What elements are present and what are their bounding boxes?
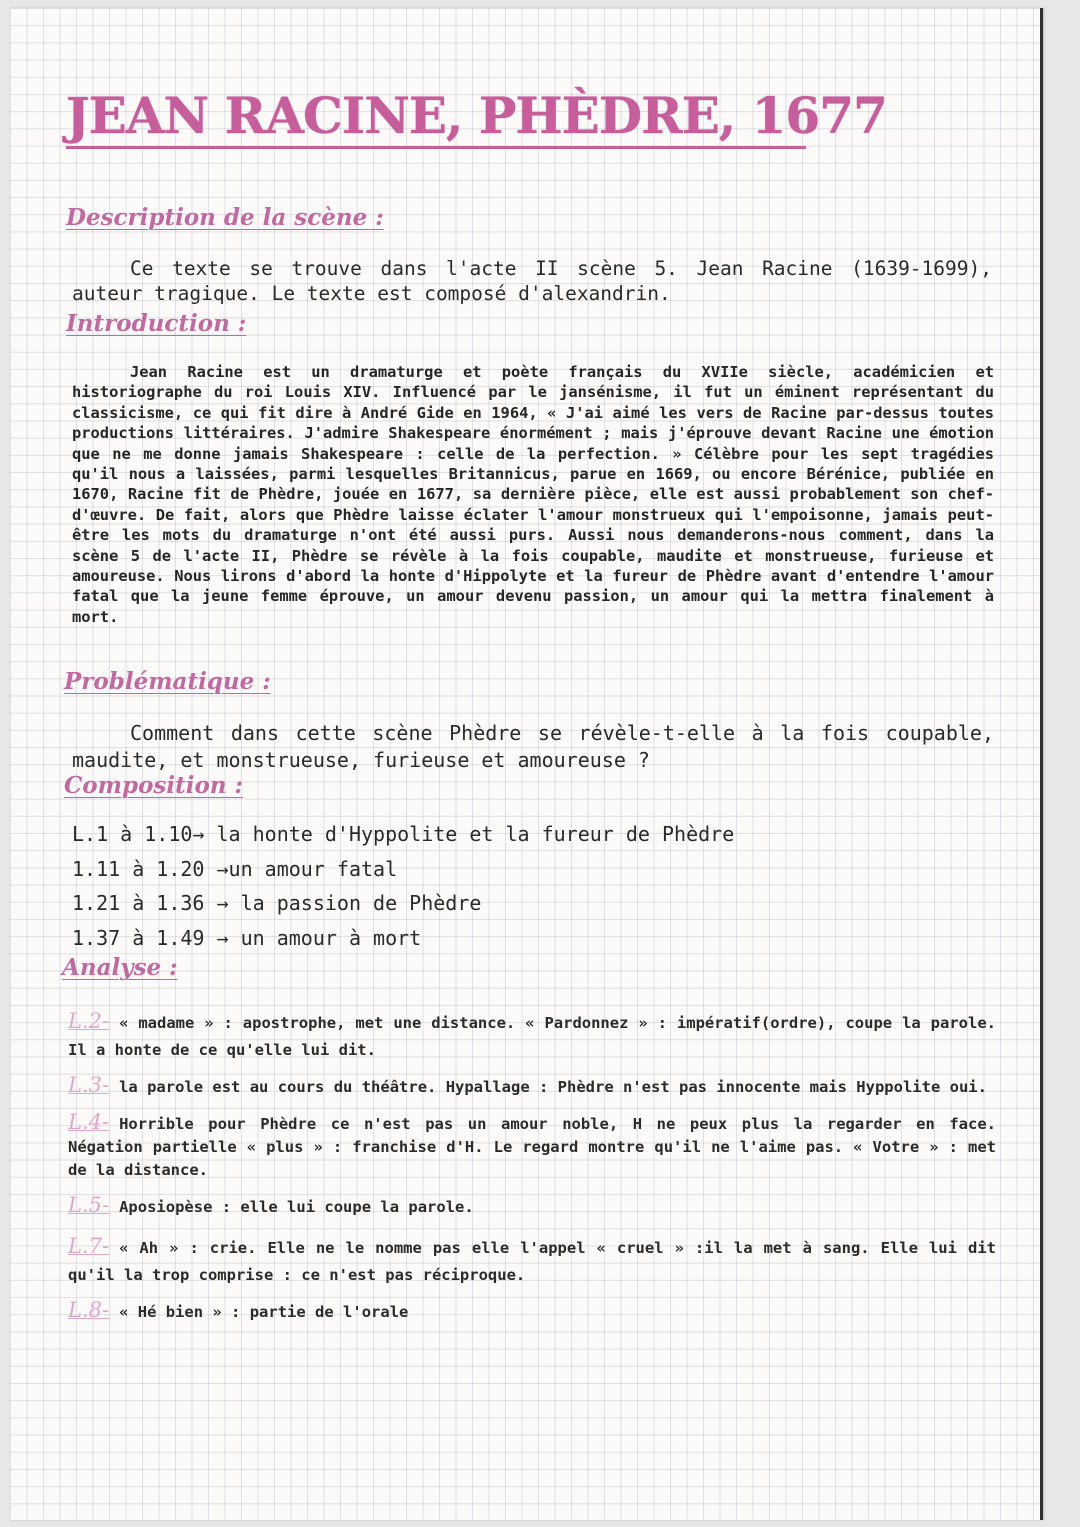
analysis-entry: L.8- « Hé bien » : partie de l'orale [68, 1298, 409, 1322]
line-reference: L.3- [68, 1073, 110, 1097]
analysis-list [68, 1008, 996, 1326]
composition-heading: Composition : [64, 772, 244, 799]
analyse-heading: Analyse : [62, 954, 178, 981]
description-heading: Description de la scène : [66, 204, 384, 231]
page-title: JEAN RACINE, PHÈDRE, 1677 [66, 86, 887, 145]
problematique-heading: Problématique : [64, 668, 271, 695]
analysis-entry: L.3- la parole est au cours du théâtre. Hypallage : Phèdre n'est pas innocente mais Hyppolite oui. [68, 1073, 987, 1097]
analysis-entry: L.7- « Ah » : crie. Elle ne le nomme pas elle l'appel « cruel » :il la met à sang. Elle lui dit qu'il la trop comprise : ce n'est pas réciproque. [68, 1234, 996, 1284]
analysis-entry: L.4- Horrible pour Phèdre ce n'est pas un amour noble, H ne peux plus la regarder en face. Négation partielle « plus » : franchise d'H. Le regard montre qu'il ne l'aime pas. « Votre » : met de la distance. [68, 1110, 996, 1179]
composition-item: L.1 à 1.10→ la honte d'Hyppolite et la fureur de Phèdre [72, 822, 735, 846]
composition-item: 1.37 à 1.49 → un amour à mort [72, 925, 422, 950]
analysis-entry: L.5- Aposiopèse : elle lui coupe la parole. [68, 1193, 474, 1217]
line-reference: L.4- [68, 1110, 110, 1134]
line-reference: L.8- [68, 1298, 110, 1322]
analysis-entry: L.2- « madame » : apostrophe, met une distance. « Pardonnez » : impératif(ordre), coupe la parole. Il a honte de ce qu'elle lui dit. [68, 1009, 996, 1059]
composition-list [72, 822, 734, 960]
notebook-page [10, 8, 1043, 1520]
problematique-paragraph: Comment dans cette scène Phèdre se révèle-t-elle à la fois coupable, maudite, et monstrueuse, furieuse et amoureuse ? [72, 721, 994, 772]
composition-item: 1.11 à 1.20 →un amour fatal [72, 856, 398, 881]
line-reference: L.2- [68, 1009, 110, 1033]
composition-item: 1.21 à 1.36 → la passion de Phèdre [72, 891, 482, 915]
introduction-heading: Introduction : [66, 310, 247, 337]
line-reference: L.5- [68, 1193, 110, 1217]
introduction-paragraph: Jean Racine est un dramaturge et poète français du XVIIe siècle, académicien et historiographe du roi Louis XIV. Influencé par le jansénisme, il fut un éminent représentant du classicisme, ce qui fit dire à André Gide en 1964, « J'ai aimé les vers de Racine par-dessus toutes productions littéraires. J'admire Shakespeare énormément ; mais j'éprouve devant Racine une émotion que ne me donne jamais Shakespeare : celle de la perfection. » Célèbre pour les sept tragédies qu'il nous a laissées, parmi lesquelles Britannicus, parue en 1669, ou encore Bérénice, publiée en 1670, Racine fit de Phèdre, jouée en 1677, sa dernière pièce, elle est aussi probablement son chef-d'œuvre. De fait, alors que Phèdre laisse éclater l'amour monstrueux qui l'empoisonne, jamais peut-être les mots du dramaturge n'ont été aussi purs. Aussi nous demanderons-nous comment, dans la scène 5 de l'acte II, Phèdre se révèle à la fois coupable, maudite et monstrueuse, furieuse et amoureuse. Nous lirons d'abord la honte d'Hippolyte et la fureur de Phèdre avant d'entendre l'amour fatal que la jeune femme éprouve, un amour devenu passion, un amour qui la mettra finalement à mort. [72, 363, 994, 626]
title-underline [66, 146, 806, 149]
description-paragraph: Ce texte se trouve dans l'acte II scène 5. Jean Racine (1639-1699), auteur tragique. Le texte est composé d'alexandrin. [72, 257, 992, 305]
line-reference: L.7- [68, 1234, 110, 1258]
